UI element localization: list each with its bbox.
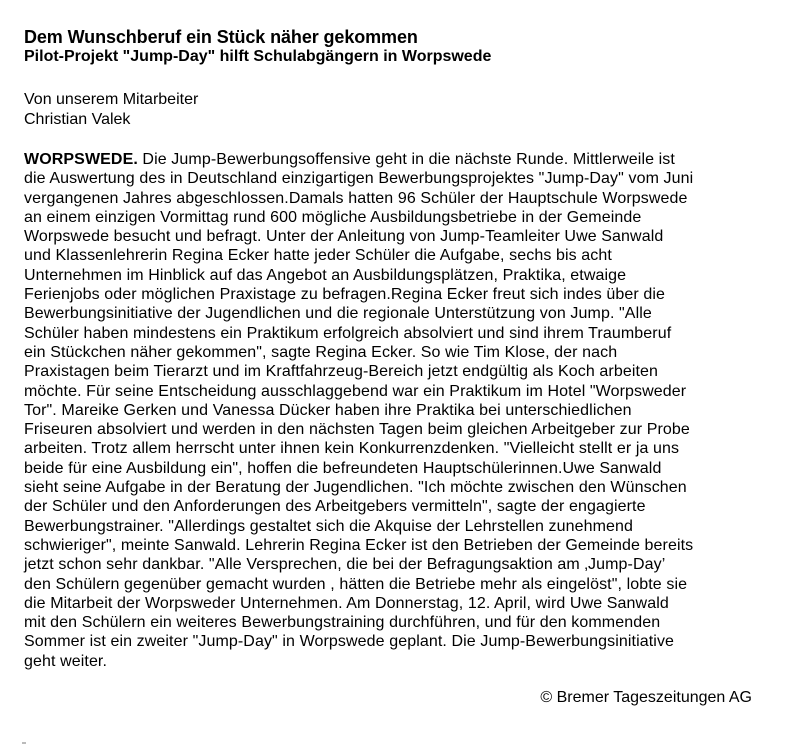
body-line: Friseuren absolviert und werden in den nächsten Tagen beim gleichen Arbeitgeber zur Probe <box>24 421 690 439</box>
body-line: Unternehmen im Hinblick auf das Angebot an Ausbildungsplätzen, Praktika, etwaige <box>24 266 627 284</box>
body-line: die Mitarbeit der Worpsweder Unternehmen. Am Donnerstag, 12. April, wird Uwe Sanwald <box>24 594 669 612</box>
body-line: Sommer ist ein zweiter "Jump-Day" in Worpswede geplant. Die Jump-Bewerbungsinitiative <box>24 633 675 651</box>
body-line: Bewerbungsinitiative der Jugendlichen und die regionale Unterstützung von Jump. "Alle <box>24 305 652 323</box>
article-subheadline: Pilot-Projekt "Jump-Day" hilft Schulabgängern in Worpswede <box>24 48 492 65</box>
body-line: der Schüler und den Anforderungen des Arbeitgebers vermitteln", sagte der engagierte <box>24 498 646 516</box>
body-line: die Auswertung des in Deutschland einzigartigen Bewerbungsprojektes "Jump-Day" vom Juni <box>24 170 694 188</box>
body-line <box>24 150 693 169</box>
body-line: mit den Schülern ein weiteres Bewerbungstraining durchführen, und für den kommenden <box>24 614 661 632</box>
body-line: vergangenen Jahres abgeschlossen.Damals hatten 96 Schüler der Hauptschule Worpswede <box>24 189 688 207</box>
body-line: und Klassenlehrerin Regina Ecker hatte jeder Schüler die Aufgabe, sechs bis acht <box>24 247 612 265</box>
body-line: Praxistagen beim Tierarzt und im Kraftfahrzeug-Bereich jetzt endgültig als Koch arbeiten <box>24 363 659 381</box>
copyright-notice: © Bremer Tageszeitungen AG <box>540 689 752 706</box>
body-line: sieht seine Aufgabe in der Beratung der Jugendlichen. "Ich möchte zwischen den Wünschen <box>24 479 687 497</box>
body-line: beide für eine Ausbildung ein", hoffen die befreundeten Hauptschülerinnen.Uwe Sanwald <box>24 459 662 477</box>
body-line: Ferienjobs oder möglichen Praxistage zu befragen.Regina Ecker freut sich indes über die <box>24 286 666 304</box>
article-headline: Dem Wunschberuf ein Stück näher gekommen <box>24 27 418 47</box>
body-line: Schüler haben mindestens ein Praktikum erfolgreich absolviert und sind ihrem Traumberuf <box>24 324 672 342</box>
body-line-text: Die Jump-Bewerbungsoffensive geht in die nächste Runde. Mittlerweile ist <box>137 151 675 168</box>
body-line: geht weiter. <box>24 652 108 670</box>
body-line: an einem einzigen Vormittag rund 600 mögliche Ausbildungsbetriebe in der Gemeinde <box>24 208 642 226</box>
body-line: Bewerbungstrainer. "Allerdings gestaltet sich die Akquise der Lehrstellen zunehmend <box>24 517 634 535</box>
body-line: Worpswede besucht und befragt. Unter der Anleitung von Jump-Teamleiter Uwe Sanwald <box>24 228 664 246</box>
byline <box>24 90 198 129</box>
byline-role: Von unserem Mitarbeiter <box>24 91 199 108</box>
body-line: möchte. Für seine Entscheidung ausschlaggebend war ein Praktikum im Hotel "Worpsweder <box>24 382 687 400</box>
dateline: WORPSWEDE. <box>24 151 138 168</box>
body-line: den Schülern gegenüber gemacht wurden , hätten die Betriebe mehr als eingelöst", lobte sie <box>24 575 688 593</box>
body-line: jetzt schon sehr dankbar. "Alle Versprechen, die bei der Befragungsaktion am ‚Jump-Day’ <box>24 556 666 574</box>
body-line: arbeiten. Trotz allem herrscht unter ihnen kein Konkurrenzdenken. "Vielleicht stellt er ja uns <box>24 440 680 458</box>
article-body <box>24 150 693 671</box>
scan-artifact <box>22 742 26 744</box>
body-line: schwieriger", meinte Sanwald. Lehrerin Regina Ecker ist den Betrieben der Gemeinde bereits <box>24 536 694 554</box>
byline-author: Christian Valek <box>24 110 131 128</box>
body-line: Tor". Mareike Gerken und Vanessa Dücker haben ihre Praktika bei unterschiedlichen <box>24 401 632 419</box>
body-line: ein Stückchen näher gekommen", sagte Regina Ecker. So wie Tim Klose, der nach <box>24 343 618 361</box>
